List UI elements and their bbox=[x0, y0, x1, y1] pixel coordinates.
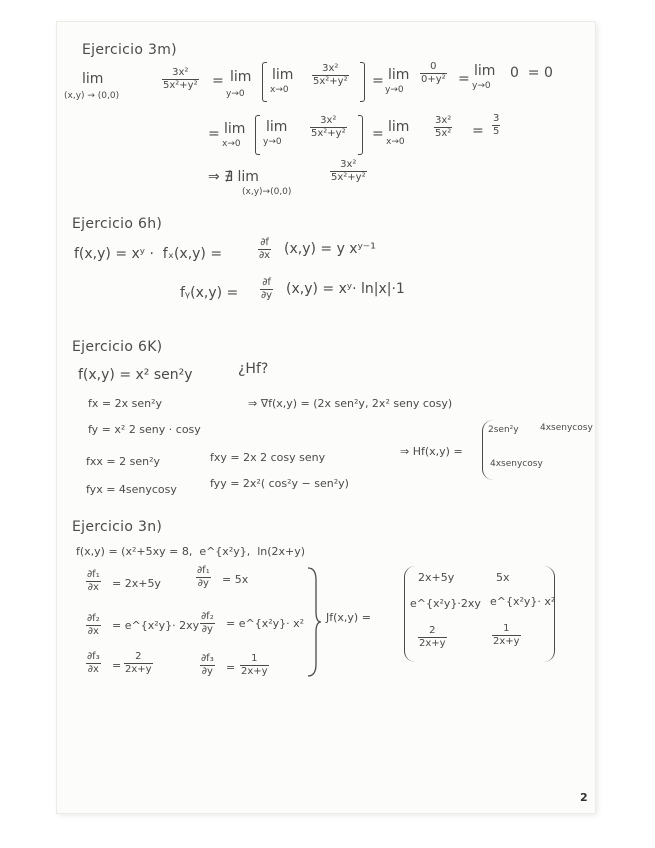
lim-subscript: y→0 bbox=[226, 89, 245, 99]
lim-subscript: x→0 bbox=[270, 85, 289, 95]
gradient: ⇒ ∇f(x,y) = (2x sen²y, 2x² seny cosy) bbox=[248, 397, 453, 410]
fraction: $\frac{\text{∂f₃}}{\partial x}$ bbox=[87, 651, 100, 675]
fraction: $\frac{3}{5}$ bbox=[493, 113, 500, 137]
bracket-left bbox=[255, 115, 260, 155]
fraction: $\frac{\text{3x²}}{\text{5x²+y²}}$ bbox=[163, 67, 198, 91]
exercise-6h-title: Ejercicio 6h) bbox=[72, 216, 163, 232]
lim-subscript: y→0 bbox=[385, 85, 404, 95]
fraction: $\frac{\text{∂f₁}}{\partial y}$ bbox=[197, 565, 210, 589]
lim-label: lim bbox=[224, 121, 246, 137]
fraction: $\frac{\partial f}{\partial y}$ bbox=[261, 277, 273, 301]
fraction: $\frac{1}{2x+y}$ bbox=[241, 653, 268, 677]
fraction: $\frac{\partial f}{\partial x}$ bbox=[259, 237, 271, 261]
lim-label: lim bbox=[388, 67, 410, 83]
fraction: $\frac{\text{3x²}}{\text{5x²+y²}}$ bbox=[313, 63, 348, 87]
partial-fyy: fyy = 2x²( cos²y − sen²y) bbox=[210, 477, 349, 490]
equals: = bbox=[458, 71, 470, 87]
lim-label: lim bbox=[388, 119, 410, 135]
jacobian-label: Jf(x,y) = bbox=[326, 611, 371, 624]
function-definition: f(x,y) = x² sen²y bbox=[78, 367, 193, 383]
partial-value: = e^{x²y}· x² bbox=[226, 617, 305, 630]
matrix-paren-right bbox=[544, 566, 555, 662]
bracket-right bbox=[360, 62, 365, 102]
function-definition: f(x,y) = (x²+5xy = 8, e^{x²y}, ln(2x+y) bbox=[76, 545, 306, 558]
lim-subscript: x→0 bbox=[386, 137, 405, 147]
equals: = bbox=[372, 73, 384, 89]
curly-brace bbox=[306, 566, 322, 678]
partial-fx: fx = 2x sen²y bbox=[88, 397, 162, 410]
bracket-right bbox=[358, 115, 363, 155]
equation-line: f(x,y) = xʸ · fₓ(x,y) = bbox=[74, 246, 223, 262]
fraction: $\frac{\text{∂f₃}}{\partial y}$ bbox=[201, 653, 214, 677]
equation-line: (x,y) = xʸ· ln|x|·1 bbox=[286, 281, 405, 297]
equals: = bbox=[226, 661, 236, 674]
equation-line: (x,y) = y xʸ⁻¹ bbox=[284, 241, 376, 257]
partial-value: = e^{x²y}· 2xy bbox=[112, 619, 200, 632]
lim-subscript: y→0 bbox=[263, 137, 282, 147]
lim-subscript: (x,y) → (0,0) bbox=[64, 91, 120, 101]
jacobian-cell: 5x bbox=[496, 571, 510, 584]
lim-subscript: (x,y)→(0,0) bbox=[242, 187, 292, 197]
hessian-cell: 4xsenycosy bbox=[490, 459, 543, 469]
lim-subscript: x→0 bbox=[222, 139, 241, 149]
fraction: $\frac{\text{∂f₁}}{\partial x}$ bbox=[87, 569, 100, 593]
jacobian-cell-fraction: $\frac{2}{2x+y}$ bbox=[419, 625, 446, 649]
notebook-page bbox=[57, 22, 595, 813]
equals: = bbox=[208, 126, 220, 142]
equals: = bbox=[372, 126, 384, 142]
lim-label: lim bbox=[474, 63, 496, 79]
fraction: $\frac{2}{2x+y}$ bbox=[125, 651, 152, 675]
lim-label: lim bbox=[266, 119, 288, 135]
jacobian-cell-fraction: $\frac{1}{2x+y}$ bbox=[493, 623, 520, 647]
equals: = bbox=[112, 659, 122, 672]
exercise-3m-title: Ejercicio 3m) bbox=[82, 42, 177, 58]
jacobian-cell: e^{x²y}· x² bbox=[490, 595, 556, 608]
partial-value: = 5x bbox=[222, 573, 249, 586]
result: 0 = 0 bbox=[510, 65, 553, 81]
partial-fxy: fxy = 2x 2 cosy seny bbox=[210, 451, 326, 464]
hessian-label: ⇒ Hf(x,y) = bbox=[400, 445, 463, 458]
question: ¿Hf? bbox=[238, 361, 269, 377]
fraction: $\frac{\text{3x²}}{\text{5x²}}$ bbox=[435, 115, 452, 139]
no-limit-statement: ⇒ ∄ lim bbox=[208, 169, 259, 185]
lim-subscript: y→0 bbox=[472, 81, 491, 91]
lim-label: lim bbox=[230, 69, 252, 85]
fraction: $\frac{\text{3x²}}{\text{5x²+y²}}$ bbox=[331, 159, 366, 183]
hessian-cell: 4xsenycosy bbox=[540, 423, 593, 433]
jacobian-cell: 2x+5y bbox=[418, 571, 455, 584]
partial-fyx: fyx = 4senycosy bbox=[86, 483, 177, 496]
exercise-6k-title: Ejercicio 6K) bbox=[72, 339, 163, 355]
fraction: $\frac{\text{∂f₂}}{\partial y}$ bbox=[201, 611, 214, 635]
fraction: $\frac{\text{∂f₂}}{\partial x}$ bbox=[87, 613, 100, 637]
matrix-paren-left bbox=[404, 566, 415, 662]
lim-label: lim bbox=[82, 71, 104, 87]
page-number: 2 bbox=[580, 791, 588, 804]
partial-value: = 2x+5y bbox=[112, 577, 161, 590]
exercise-3n-title: Ejercicio 3n) bbox=[72, 519, 163, 535]
fraction: $\frac{0}{\text{0+y²}}$ bbox=[421, 61, 446, 85]
partial-fy: fy = x² 2 seny · cosy bbox=[88, 423, 201, 436]
lim-label: lim bbox=[272, 67, 294, 83]
hessian-cell: 2sen²y bbox=[488, 425, 519, 435]
partial-fxx: fxx = 2 sen²y bbox=[86, 455, 160, 468]
equation-line: fᵧ(x,y) = bbox=[180, 285, 239, 301]
jacobian-cell: e^{x²y}·2xy bbox=[410, 597, 481, 610]
equals: = bbox=[212, 73, 224, 89]
bracket-left bbox=[262, 62, 267, 102]
fraction: $\frac{\text{3x²}}{\text{5x²+y²}}$ bbox=[311, 115, 346, 139]
equals: = bbox=[472, 123, 484, 139]
